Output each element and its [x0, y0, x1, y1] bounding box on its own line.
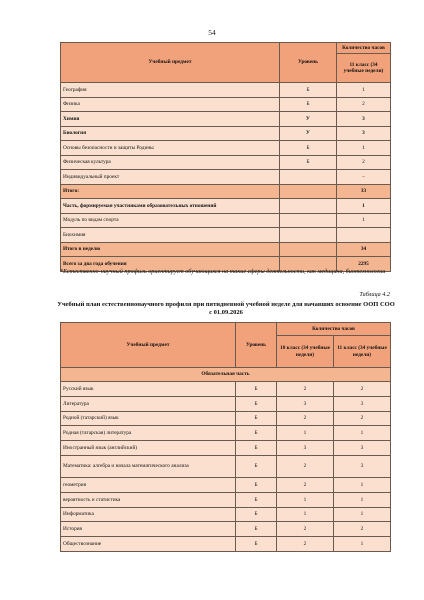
hours-cell: 1: [337, 141, 391, 156]
level-cell: У: [280, 112, 337, 127]
table2-header-grade-10: 10 класс (34 учебные недели): [277, 336, 334, 368]
curriculum-table-grades-10-11: [60, 322, 391, 552]
grade-10-hours-cell: 1: [277, 507, 334, 522]
hours-cell: 2: [337, 155, 391, 170]
hours-cell: 2295: [337, 257, 391, 272]
grade-10-hours-cell: 3: [277, 396, 334, 411]
grade-11-hours-cell: 1: [334, 507, 391, 522]
subject-cell: Русский язык: [61, 382, 236, 397]
subject-cell: Иностранный язык (английский): [61, 441, 236, 456]
level-cell: Б: [236, 396, 277, 411]
table2-header-subject: Учебный предмет: [61, 323, 236, 368]
table1-header-subject: Учебный предмет: [61, 43, 280, 83]
grade-11-hours-cell: 3: [334, 396, 391, 411]
table-row: [61, 213, 391, 228]
level-cell: Б: [236, 507, 277, 522]
subject-cell: Литература: [61, 396, 236, 411]
table1-header-hours: Количество часов: [337, 43, 391, 54]
subject-cell: Физика: [61, 97, 280, 112]
table-row: [61, 141, 391, 156]
grade-10-hours-cell: 1: [277, 492, 334, 507]
level-cell: Б: [236, 441, 277, 456]
table2-header-grade-11: 11 класс (34 учебные недели): [334, 336, 391, 368]
grade-11-hours-cell: 2: [334, 382, 391, 397]
table1-header-grade: 11 класс (34 учебные недели): [337, 54, 391, 83]
grade-10-hours-cell: 3: [277, 441, 334, 456]
table-row: [61, 228, 391, 243]
subject-cell: Физическая культура: [61, 155, 280, 170]
table-row: [61, 184, 391, 199]
subject-cell: География: [61, 83, 280, 98]
subject-cell: геометрия: [61, 477, 236, 492]
hours-cell: 1: [337, 213, 391, 228]
level-cell: [280, 184, 337, 199]
grade-10-hours-cell: 2: [277, 382, 334, 397]
subject-cell: Модуль по видам спорта: [61, 213, 280, 228]
subject-cell: Родная (татарская) литература: [61, 426, 236, 441]
table-caption: Учебный план естественнонаучного профиля при пятидневной учебной неделе для начавших освоение ООП СОО с 01.09.2026: [57, 301, 395, 317]
table1-body: [61, 83, 391, 272]
hours-cell: –: [337, 170, 391, 185]
table-row: [61, 242, 391, 257]
subject-cell: Химия: [61, 112, 280, 127]
level-cell: Б: [236, 426, 277, 441]
hours-cell: 34: [337, 242, 391, 257]
grade-10-hours-cell: 1: [277, 426, 334, 441]
subject-cell: Всего за два года обучения: [61, 257, 280, 272]
table-row: [61, 426, 391, 441]
level-cell: Б: [280, 155, 337, 170]
level-cell: [280, 199, 337, 214]
subject-cell: Основы безопасности и защиты Родины: [61, 141, 280, 156]
page-number: 54: [208, 28, 216, 37]
table-row: [61, 477, 391, 492]
table-row: [61, 170, 391, 185]
subject-cell: Информатика: [61, 507, 236, 522]
level-cell: Б: [236, 455, 277, 477]
table-row: [61, 83, 391, 98]
level-cell: Б: [280, 141, 337, 156]
table-row: [61, 199, 391, 214]
level-cell: Б: [280, 83, 337, 98]
grade-10-hours-cell: 2: [277, 537, 334, 552]
table2-header-hours: Количество часов: [277, 323, 391, 336]
curriculum-table-grade-11: [60, 42, 391, 272]
level-cell: Б: [280, 97, 337, 112]
subject-cell: Родной (татарский) язык: [61, 411, 236, 426]
table-row: [61, 97, 391, 112]
level-cell: [280, 170, 337, 185]
hours-cell: 1: [337, 199, 391, 214]
hours-cell: [337, 228, 391, 243]
table-row: [61, 155, 391, 170]
grade-11-hours-cell: 1: [334, 537, 391, 552]
level-cell: Б: [236, 382, 277, 397]
level-cell: У: [280, 126, 337, 141]
table-number: Таблица 4.2: [359, 291, 390, 298]
table-row: [61, 537, 391, 552]
level-cell: [280, 213, 337, 228]
hours-cell: 3: [337, 126, 391, 141]
subject-cell: Биохимия: [61, 228, 280, 243]
subject-cell: Математика: алгебра и начала математического анализа: [61, 455, 236, 477]
subject-cell: вероятность и статистика: [61, 492, 236, 507]
table-row: [61, 411, 391, 426]
table1-header-level: Уровень: [280, 43, 337, 83]
grade-11-hours-cell: 1: [334, 477, 391, 492]
subject-cell: Итого в неделю: [61, 242, 280, 257]
table-row: [61, 507, 391, 522]
subject-cell: Индивидуальный проект: [61, 170, 280, 185]
table-row: [61, 441, 391, 456]
level-cell: Б: [236, 492, 277, 507]
grade-10-hours-cell: 2: [277, 477, 334, 492]
grade-10-hours-cell: 2: [277, 522, 334, 537]
hours-cell: 1: [337, 83, 391, 98]
subject-cell: Итого:: [61, 184, 280, 199]
table-row: [61, 112, 391, 127]
hours-cell: 3: [337, 112, 391, 127]
hours-cell: 33: [337, 184, 391, 199]
table-row: [61, 455, 391, 477]
level-cell: [280, 228, 337, 243]
table-row: [61, 382, 391, 397]
level-cell: Б: [236, 537, 277, 552]
grade-11-hours-cell: 3: [334, 455, 391, 477]
subject-cell: Часть, формируемая участниками образовательных отношений: [61, 199, 280, 214]
level-cell: Б: [236, 477, 277, 492]
level-cell: [280, 242, 337, 257]
grade-11-hours-cell: 2: [334, 411, 391, 426]
table2-header-level: Уровень: [236, 323, 277, 368]
grade-11-hours-cell: 1: [334, 426, 391, 441]
grade-11-hours-cell: 2: [334, 522, 391, 537]
subject-cell: История: [61, 522, 236, 537]
grade-10-hours-cell: 2: [277, 455, 334, 477]
grade-11-hours-cell: 3: [334, 441, 391, 456]
table2-section-label: Обязательная часть: [61, 368, 391, 382]
table-row: [61, 492, 391, 507]
subject-cell: Биология: [61, 126, 280, 141]
hours-cell: 2: [337, 97, 391, 112]
grade-10-hours-cell: 2: [277, 411, 334, 426]
table-row: [61, 126, 391, 141]
profile-footnote: *Естественно-научный профиль ориентирует обучающихся на такие сферы деятельности, как медицина, биотехнологии: [60, 268, 386, 275]
table-row: [61, 396, 391, 411]
level-cell: Б: [236, 411, 277, 426]
table-row: [61, 522, 391, 537]
subject-cell: Обществознание: [61, 537, 236, 552]
table2-body: [61, 368, 391, 552]
level-cell: Б: [236, 522, 277, 537]
grade-11-hours-cell: 1: [334, 492, 391, 507]
